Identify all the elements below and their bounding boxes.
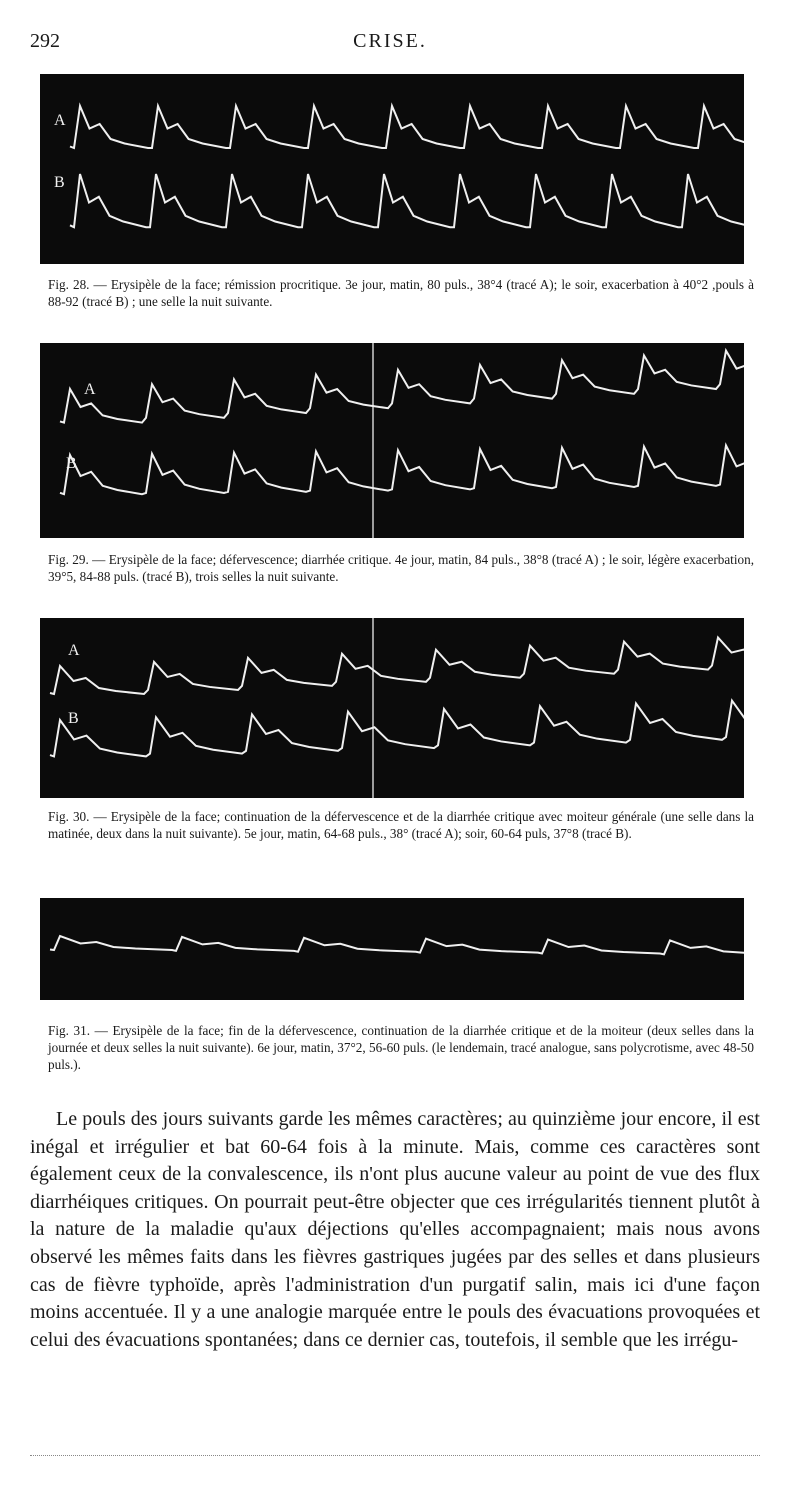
trace-label-b: B xyxy=(68,710,79,727)
figure-28-sphygmograph-tracing xyxy=(40,74,744,264)
trace-label-a: A xyxy=(84,381,96,398)
page-header xyxy=(30,30,750,56)
figure-29-caption: Fig. 29. — Erysipèle de la face; défervescence; diarrhée critique. 4e jour, matin, 84 puls., 38°8 (tracé A) ; le soir, légère exacerbation, 39°5, 84-88 puls. (tracé B), trois selles la nuit suivante. xyxy=(48,552,754,584)
page-footer-rule xyxy=(30,1455,760,1456)
trace-label-a: A xyxy=(68,642,80,659)
page-number: 292 xyxy=(30,30,60,52)
figure-30-caption: Fig. 30. — Erysipèle de la face; continuation de la défervescence et de la diarrhée critique avec moiteur générale (une selle dans la matinée, deux dans la nuit suivante). 5e jour, matin, 64-68 puls., 38° (tracé A); soir, 60-64 puls, 37°8 (tracé B). xyxy=(48,809,754,841)
figure-31-sphygmograph-tracing xyxy=(40,898,744,1000)
trace-label-b: B xyxy=(66,455,77,472)
running-title: CRISE. xyxy=(353,30,427,52)
figure-31-caption: Fig. 31. — Erysipèle de la face; fin de la défervescence, continuation de la diarrhée critique et de la moiteur (deux selles dans la journée et deux selles la nuit suivante). 6e jour, matin, 37°2, 56-60 puls. (le lendemain, tracé analogue, sans polycrotisme, avec 48-50 puls.). xyxy=(48,1023,754,1072)
figure-28-caption: Fig. 28. — Erysipèle de la face; rémission procritique. 3e jour, matin, 80 puls., 38°4 (tracé A); le soir, exacerbation à 40°2 ,pouls à 88-92 (tracé B) ; une selle la nuit suivante. xyxy=(48,277,754,309)
trace-label-b: B xyxy=(54,174,65,191)
figure-30-sphygmograph-tracing xyxy=(40,618,744,798)
body-paragraph: Le pouls des jours suivants garde les mêmes caractères; au quinzième jour encore, il est inégal et irrégulier et bat 60-64 fois à la minute. Mais, comme ces caractères sont également ceux de la convalescence, ils n'ont plus aucune valeur au point de vue des flux diarrhéiques critiques. On pourrait peut-être objecter que ces irrégularités tiennent plutôt à la nature de la maladie qu'aux déjections qu'elles accompagnaient; mais nous avons observé les mêmes faits dans les fièvres gastriques jugées par des selles et dans plusieurs cas de fièvre typhoïde, après l'administration d'un purgatif salin, mais ici d'une façon moins accentuée. Il y a une analogie marquée entre le pouls des évacuations provoquées et celui des évacuations spontanées; dans ce dernier cas, toutefois, il semble que les irrégu- xyxy=(30,1108,760,1351)
trace-label-a: A xyxy=(54,112,66,129)
figure-29-sphygmograph-tracing xyxy=(40,343,744,538)
